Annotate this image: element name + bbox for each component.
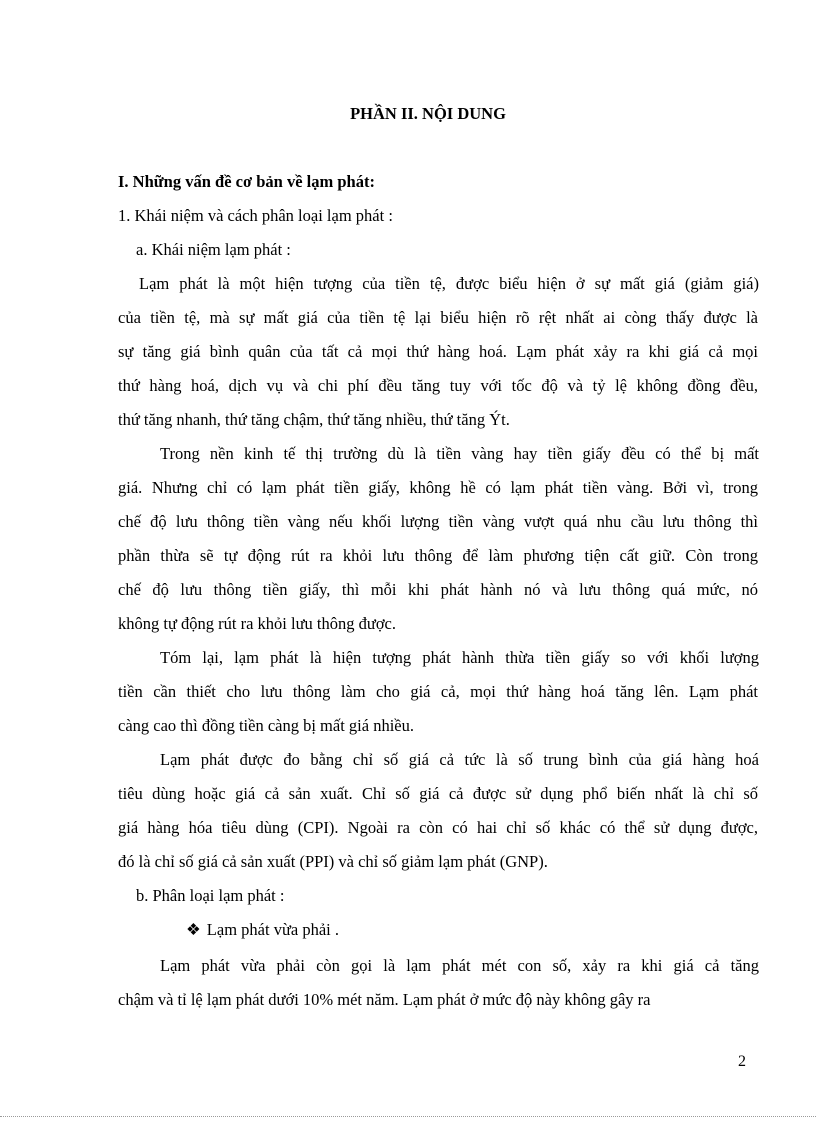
paragraph-line: càng cao thì đồng tiền càng bị mất giá nhiều. bbox=[118, 716, 414, 735]
paragraph-line: chế độ lưu thông tiền vàng nếu khối lượng tiền vàng vượt quá nhu cầu lưu thông thì bbox=[118, 512, 758, 531]
paragraph-line: Tóm lại, lạm phát là hiện tượng phát hành thừa tiền giấy so với khối lượng bbox=[160, 648, 759, 667]
page-heading: PHẦN II. NỘI DUNG bbox=[350, 104, 506, 123]
paragraph-line: phần thừa sẽ tự động rút ra khỏi lưu thông để làm phương tiện cất giữ. Còn trong bbox=[118, 546, 758, 565]
item-b-heading: b. Phân loại lạm phát : bbox=[136, 886, 285, 905]
paragraph-line: chậm và tỉ lệ lạm phát dưới 10% mét năm. Lạm phát ở mức độ này không gây ra bbox=[118, 990, 651, 1009]
paragraph-line: tiền cần thiết cho lưu thông làm cho giá cả, mọi thứ hàng hoá tăng lên. Lạm phát bbox=[118, 682, 758, 701]
paragraph-line: Lạm phát vừa phải còn gọi là lạm phát mét con số, xảy ra khi giá cả tăng bbox=[160, 956, 759, 975]
item-a-heading: a. Khái niệm lạm phát : bbox=[136, 240, 291, 259]
diamond-bullet-icon: ❖ bbox=[186, 920, 201, 939]
paragraph-line: tiêu dùng hoặc giá cả sản xuất. Chỉ số giá cả được sử dụng phổ biến nhất là chỉ số bbox=[118, 784, 758, 803]
paragraph-line: giá hàng hóa tiêu dùng (CPI). Ngoài ra còn có hai chỉ số khác có thể sử dụng được, bbox=[118, 818, 758, 837]
paragraph-line: của tiền tệ, mà sự mất giá của tiền tệ lại biểu hiện rõ rệt nhất ai còng thấy được là bbox=[118, 308, 758, 327]
subsection-title: 1. Khái niệm và cách phân loại lạm phát : bbox=[118, 206, 393, 225]
page-number: 2 bbox=[738, 1053, 746, 1070]
paragraph-line: giá. Nhưng chỉ có lạm phát tiền giấy, không hề có lạm phát tiền vàng. Bởi vì, trong bbox=[118, 478, 758, 497]
bullet-text: Lạm phát vừa phải . bbox=[206, 920, 339, 939]
footer-divider bbox=[0, 1116, 816, 1117]
bullet-item bbox=[186, 920, 746, 940]
section-title: I. Những vấn đề cơ bản về lạm phát: bbox=[118, 172, 375, 191]
paragraph-line: thứ hàng hoá, dịch vụ và chi phí đều tăng tuy với tốc độ và tỷ lệ không đồng đều, bbox=[118, 376, 758, 395]
paragraph-line: đó là chỉ số giá cả sản xuất (PPI) và chỉ số giảm lạm phát (GNP). bbox=[118, 852, 548, 871]
paragraph-line: thứ tăng nhanh, thứ tăng chậm, thứ tăng nhiều, thứ tăng Ýt. bbox=[118, 410, 510, 429]
paragraph-line: chế độ lưu thông tiền giấy, thì mỗi khi phát hành nó và lưu thông quá mức, nó bbox=[118, 580, 758, 599]
paragraph-line: Lạm phát là một hiện tượng của tiền tệ, được biểu hiện ở sự mất giá (giảm giá) bbox=[139, 274, 759, 293]
paragraph-line: Lạm phát được đo bằng chỉ số giá cả tức là số trung bình của giá hàng hoá bbox=[160, 750, 759, 769]
paragraph-line: sự tăng giá bình quân của tất cả mọi thứ hàng hoá. Lạm phát xảy ra khi giá cả mọi bbox=[118, 342, 758, 361]
paragraph-line: Trong nền kinh tế thị trường dù là tiền vàng hay tiền giấy đều có thể bị mất bbox=[160, 444, 759, 463]
paragraph-line: không tự động rút ra khỏi lưu thông được. bbox=[118, 614, 396, 633]
